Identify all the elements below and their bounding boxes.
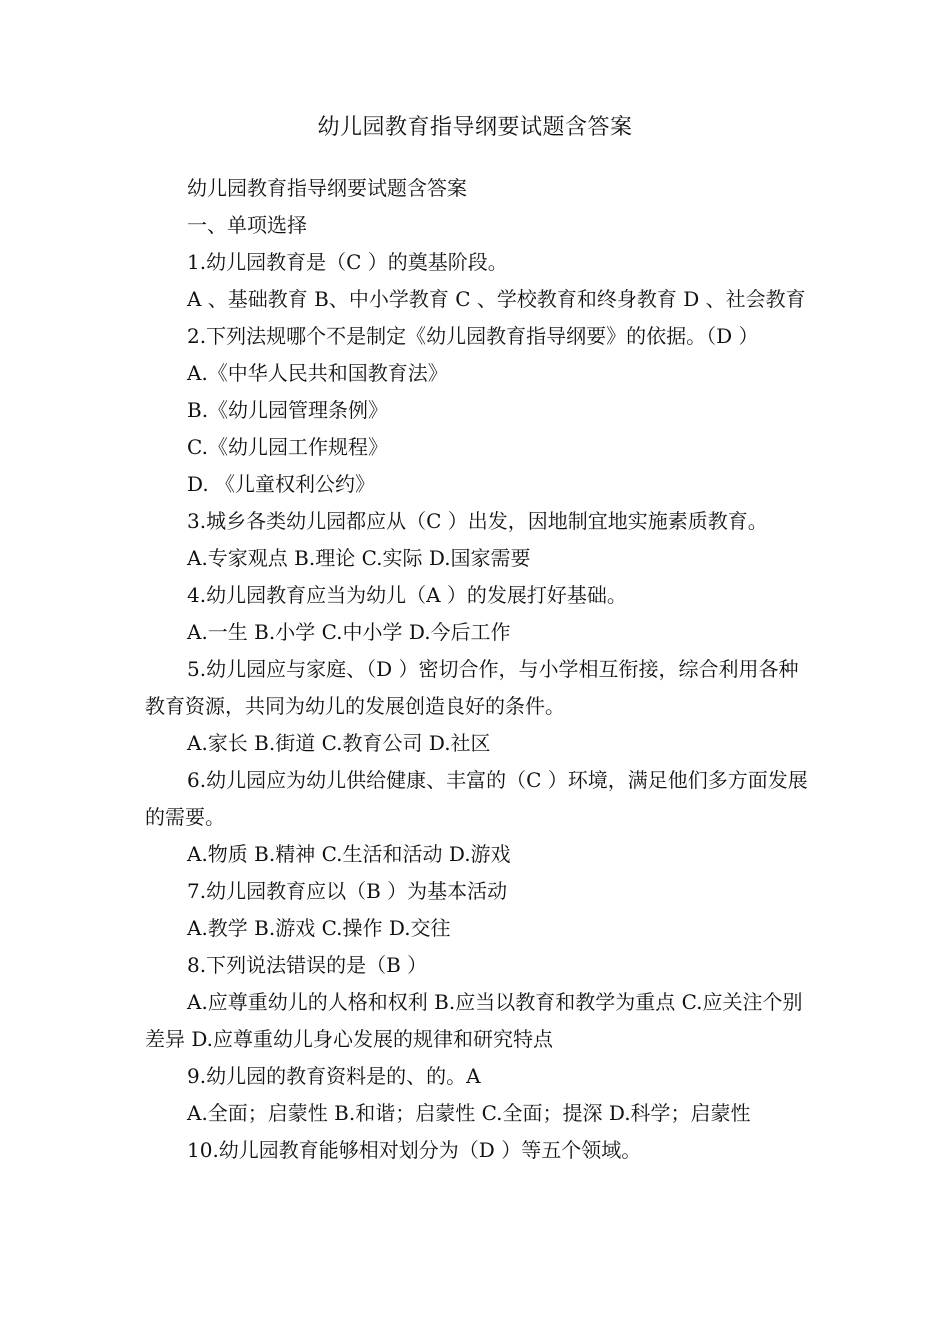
question-7-options: A.教学 B.游戏 C.操作 D.交往: [187, 916, 451, 940]
question-7: 7.幼儿园教育应以（B ）为基本活动: [187, 879, 508, 903]
question-5-options: A.家长 B.街道 C.教育公司 D.社区: [187, 731, 491, 755]
section-heading: 一、单项选择: [187, 213, 307, 237]
question-3-options: A.专家观点 B.理论 C.实际 D.国家需要: [187, 546, 531, 570]
question-5: 5.幼儿园应与家庭、（D ）密切合作，与小学相互衔接，综合利用各种教育资源，共同为幼儿的发展创造良好的条件。: [145, 657, 799, 718]
question-6: 6.幼儿园应为幼儿供给健康、丰富的（C ）环境，满足他们多方面发展的需要。: [145, 768, 808, 829]
question-2-option-d: D. 《儿童权利公约》: [187, 472, 376, 496]
question-8: 8.下列说法错误的是（B ）: [187, 953, 428, 977]
subtitle-paragraph: 幼儿园教育指导纲要试题含答案: [187, 176, 467, 200]
question-10: 10.幼儿园教育能够相对划分为（D ）等五个领域。: [187, 1138, 642, 1162]
question-2-option-c: C.《幼儿园工作规程》: [187, 435, 388, 459]
question-3: 3.城乡各类幼儿园都应从（C ）出发，因地制宜地实施素质教育。: [187, 509, 768, 533]
question-4: 4.幼儿园教育应当为幼儿（A ）的发展打好基础。: [187, 583, 627, 607]
question-2: 2.下列法规哪个不是制定《幼儿园教育指导纲要》的依据。（D ）: [187, 324, 759, 348]
question-4-options: A.一生 B.小学 C.中小学 D.今后工作: [187, 620, 511, 644]
question-6-options: A.物质 B.精神 C.生活和活动 D.游戏: [187, 842, 511, 866]
question-8-options: A.应尊重幼儿的人格和权利 B.应当以教育和教学为重点 C.应关注个别差异 D.应尊重幼儿身心发展的规律和研究特点: [145, 990, 803, 1051]
question-9: 9.幼儿园的教育资料是的、的。A: [187, 1064, 481, 1088]
document-title: 幼儿园教育指导纲要试题含答案: [317, 115, 633, 140]
question-9-options: A.全面；启蒙性 B.和谐；启蒙性 C.全面；提深 D.科学；启蒙性: [187, 1101, 751, 1125]
question-1: 1.幼儿园教育是（C ）的奠基阶段。: [187, 250, 508, 274]
question-1-options: A 、基础教育 B、中小学教育 C 、学校教育和终身教育 D 、社会教育: [187, 287, 806, 311]
document-body: [145, 170, 809, 1169]
question-2-option-b: B.《幼儿园管理条例》: [187, 398, 389, 422]
question-2-option-a: A.《中华人民共和国教育法》: [187, 361, 448, 385]
